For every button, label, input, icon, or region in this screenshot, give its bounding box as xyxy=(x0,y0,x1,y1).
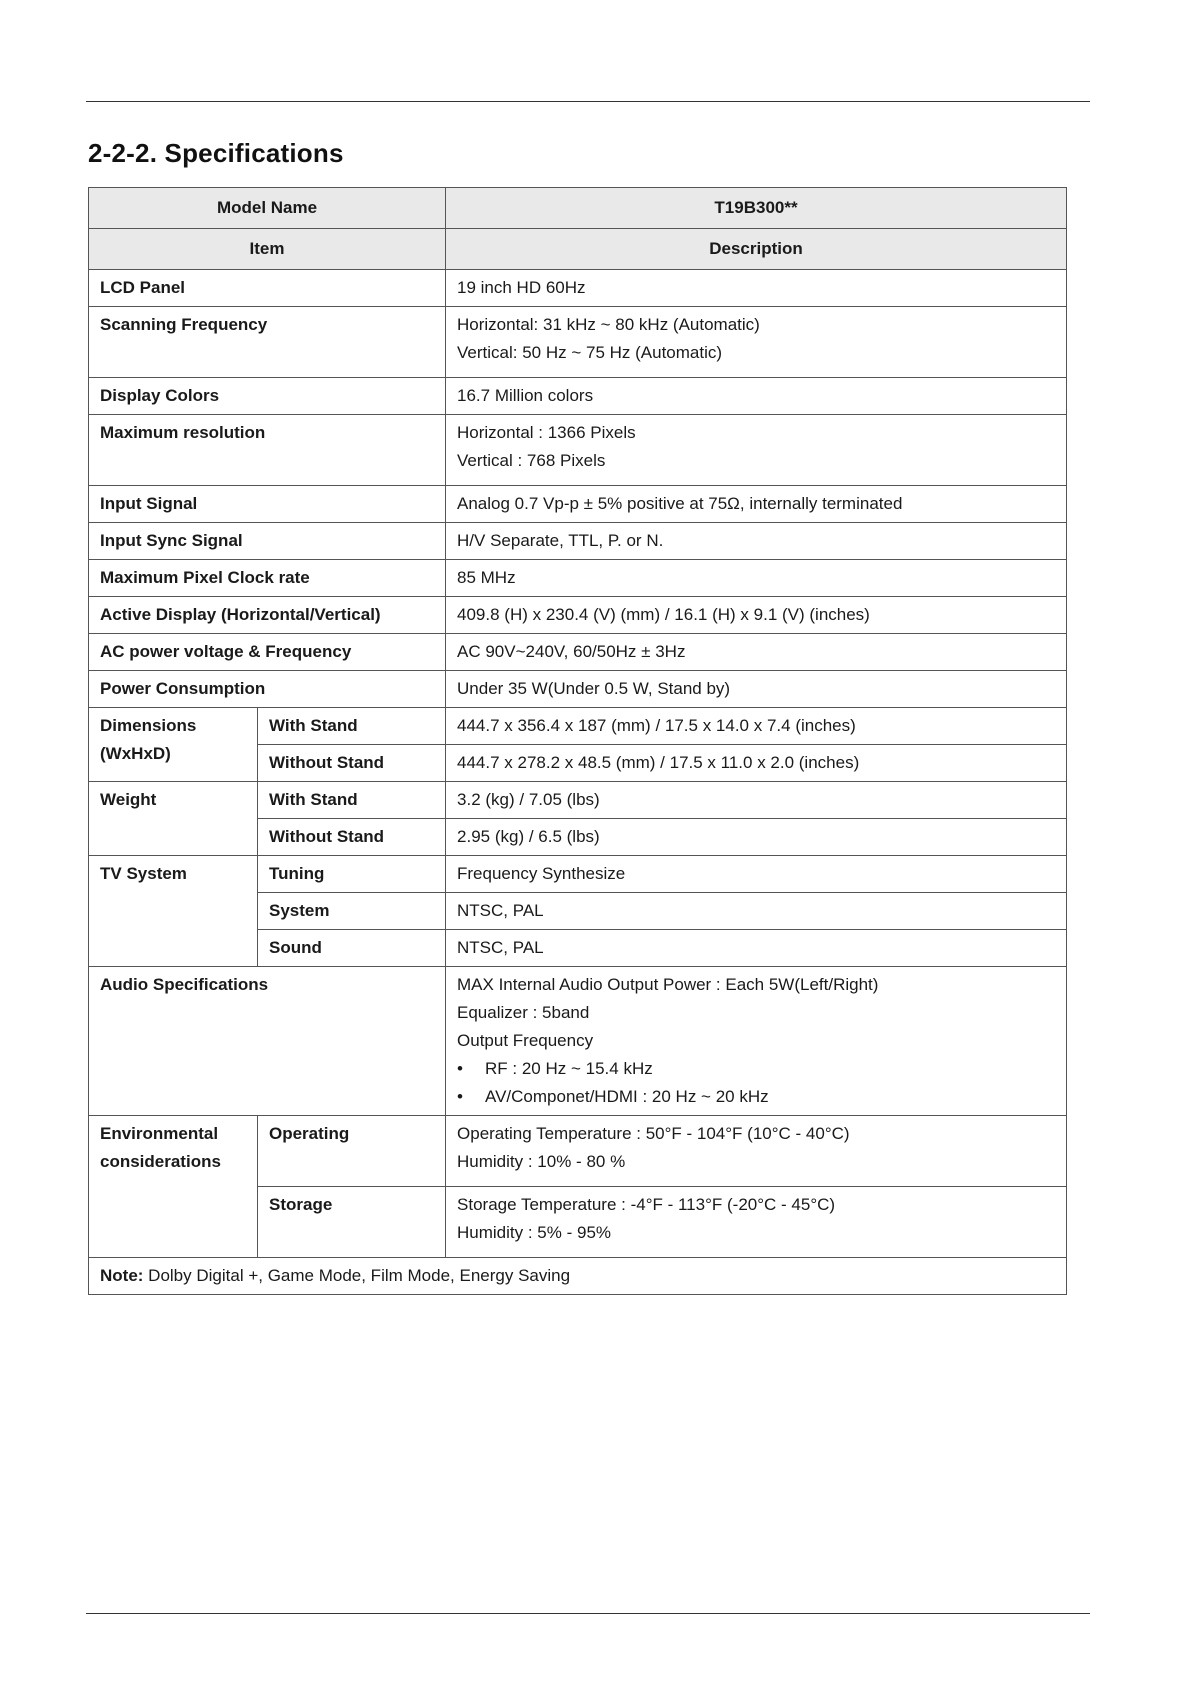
bullet-icon: • xyxy=(457,1087,463,1106)
row-value xyxy=(446,967,1067,1116)
row-value: AC 90V~240V, 60/50Hz ± 3Hz xyxy=(446,634,1067,671)
value-line: Storage Temperature : -4°F - 113°F (-20°C - 45°C) xyxy=(457,1195,836,1214)
row-sub-label: Sound xyxy=(258,930,446,967)
row-sub-label: With Stand xyxy=(258,708,446,745)
model-name-header: Model Name xyxy=(89,188,446,229)
row-value xyxy=(446,1116,1067,1187)
footer-rule xyxy=(86,1613,1090,1614)
bullet-icon: • xyxy=(457,1059,463,1078)
row-group-label: Dimensions (WxHxD) xyxy=(89,708,258,782)
row-label: Input Signal xyxy=(89,486,446,523)
row-label: Display Colors xyxy=(89,378,446,415)
header-row-item xyxy=(89,229,1067,270)
table-row xyxy=(89,307,1067,378)
row-label: Active Display (Horizontal/Vertical) xyxy=(89,597,446,634)
row-value xyxy=(446,1187,1067,1258)
row-group-label: TV System xyxy=(89,856,258,967)
row-value: 444.7 x 278.2 x 48.5 (mm) / 17.5 x 11.0 x 2.0 (inches) xyxy=(446,745,1067,782)
item-header: Item xyxy=(89,229,446,270)
row-value: NTSC, PAL xyxy=(446,893,1067,930)
row-value: 409.8 (H) x 230.4 (V) (mm) / 16.1 (H) x 9.1 (V) (inches) xyxy=(446,597,1067,634)
row-value: Analog 0.7 Vp-p ± 5% positive at 75Ω, internally terminated xyxy=(446,486,1067,523)
row-label: LCD Panel xyxy=(89,270,446,307)
value-line: Vertical : 768 Pixels xyxy=(457,451,606,470)
table-row xyxy=(89,378,1067,415)
row-sub-label: With Stand xyxy=(258,782,446,819)
row-value: Frequency Synthesize xyxy=(446,856,1067,893)
row-label: Maximum resolution xyxy=(89,415,446,486)
table-row xyxy=(89,523,1067,560)
row-group-label: Weight xyxy=(89,782,258,856)
value-line: Output Frequency xyxy=(457,1031,594,1050)
row-sub-label: Without Stand xyxy=(258,819,446,856)
table-row xyxy=(89,634,1067,671)
value-line: Operating Temperature : 50°F - 104°F (10°C - 40°C) xyxy=(457,1124,850,1143)
value-line: Humidity : 10% - 80 % xyxy=(457,1152,626,1171)
row-label: AC power voltage & Frequency xyxy=(89,634,446,671)
row-sub-label: System xyxy=(258,893,446,930)
row-value: H/V Separate, TTL, P. or N. xyxy=(446,523,1067,560)
group-label-line: considerations xyxy=(100,1152,221,1171)
table-row xyxy=(89,560,1067,597)
table-row xyxy=(89,671,1067,708)
note-text: Dolby Digital +, Game Mode, Film Mode, Energy Saving xyxy=(143,1266,571,1285)
value-line: Horizontal : 1366 Pixels xyxy=(457,423,636,442)
row-label: Power Consumption xyxy=(89,671,446,708)
table-row xyxy=(89,1116,1067,1187)
row-value: 444.7 x 356.4 x 187 (mm) / 17.5 x 14.0 x 7.4 (inches) xyxy=(446,708,1067,745)
row-value: Under 35 W(Under 0.5 W, Stand by) xyxy=(446,671,1067,708)
table-row xyxy=(89,782,1067,819)
row-label: Maximum Pixel Clock rate xyxy=(89,560,446,597)
row-value: 2.95 (kg) / 6.5 (lbs) xyxy=(446,819,1067,856)
row-value xyxy=(446,415,1067,486)
row-value: 85 MHz xyxy=(446,560,1067,597)
header-rule xyxy=(86,101,1090,102)
table-row xyxy=(89,967,1067,1116)
table-row xyxy=(89,856,1067,893)
specifications-table xyxy=(88,187,1067,1295)
row-sub-label: Storage xyxy=(258,1187,446,1258)
bullet-text: AV/Componet/HDMI : 20 Hz ~ 20 kHz xyxy=(485,1087,769,1106)
value-line: Humidity : 5% - 95% xyxy=(457,1223,612,1242)
row-value: 3.2 (kg) / 7.05 (lbs) xyxy=(446,782,1067,819)
value-line: Vertical: 50 Hz ~ 75 Hz (Automatic) xyxy=(457,343,723,362)
row-label: Scanning Frequency xyxy=(89,307,446,378)
row-sub-label: Tuning xyxy=(258,856,446,893)
group-label-line: Environmental xyxy=(100,1124,219,1143)
row-label: Input Sync Signal xyxy=(89,523,446,560)
row-sub-label: Operating xyxy=(258,1116,446,1187)
table-row xyxy=(89,415,1067,486)
note-cell xyxy=(89,1258,1067,1295)
row-value: NTSC, PAL xyxy=(446,930,1067,967)
row-group-label xyxy=(89,1116,258,1258)
row-label: Audio Specifications xyxy=(89,967,446,1116)
value-line: MAX Internal Audio Output Power : Each 5W(Left/Right) xyxy=(457,975,879,994)
value-line: Horizontal: 31 kHz ~ 80 kHz (Automatic) xyxy=(457,315,760,334)
note-label: Note: xyxy=(100,1266,144,1285)
note-row xyxy=(89,1258,1067,1295)
section-title: 2-2-2. Specifications xyxy=(88,138,344,168)
table-row xyxy=(89,270,1067,307)
bullet-item xyxy=(457,1083,1055,1111)
header-row-model xyxy=(89,188,1067,229)
description-header: Description xyxy=(446,229,1067,270)
row-value xyxy=(446,307,1067,378)
table-row xyxy=(89,708,1067,745)
model-number-header: T19B300** xyxy=(446,188,1067,229)
value-line: Equalizer : 5band xyxy=(457,1003,590,1022)
row-value: 16.7 Million colors xyxy=(446,378,1067,415)
bullet-item xyxy=(457,1055,1055,1083)
table-row xyxy=(89,486,1067,523)
bullet-text: RF : 20 Hz ~ 15.4 kHz xyxy=(485,1059,653,1078)
table-row xyxy=(89,597,1067,634)
row-sub-label: Without Stand xyxy=(258,745,446,782)
row-value: 19 inch HD 60Hz xyxy=(446,270,1067,307)
